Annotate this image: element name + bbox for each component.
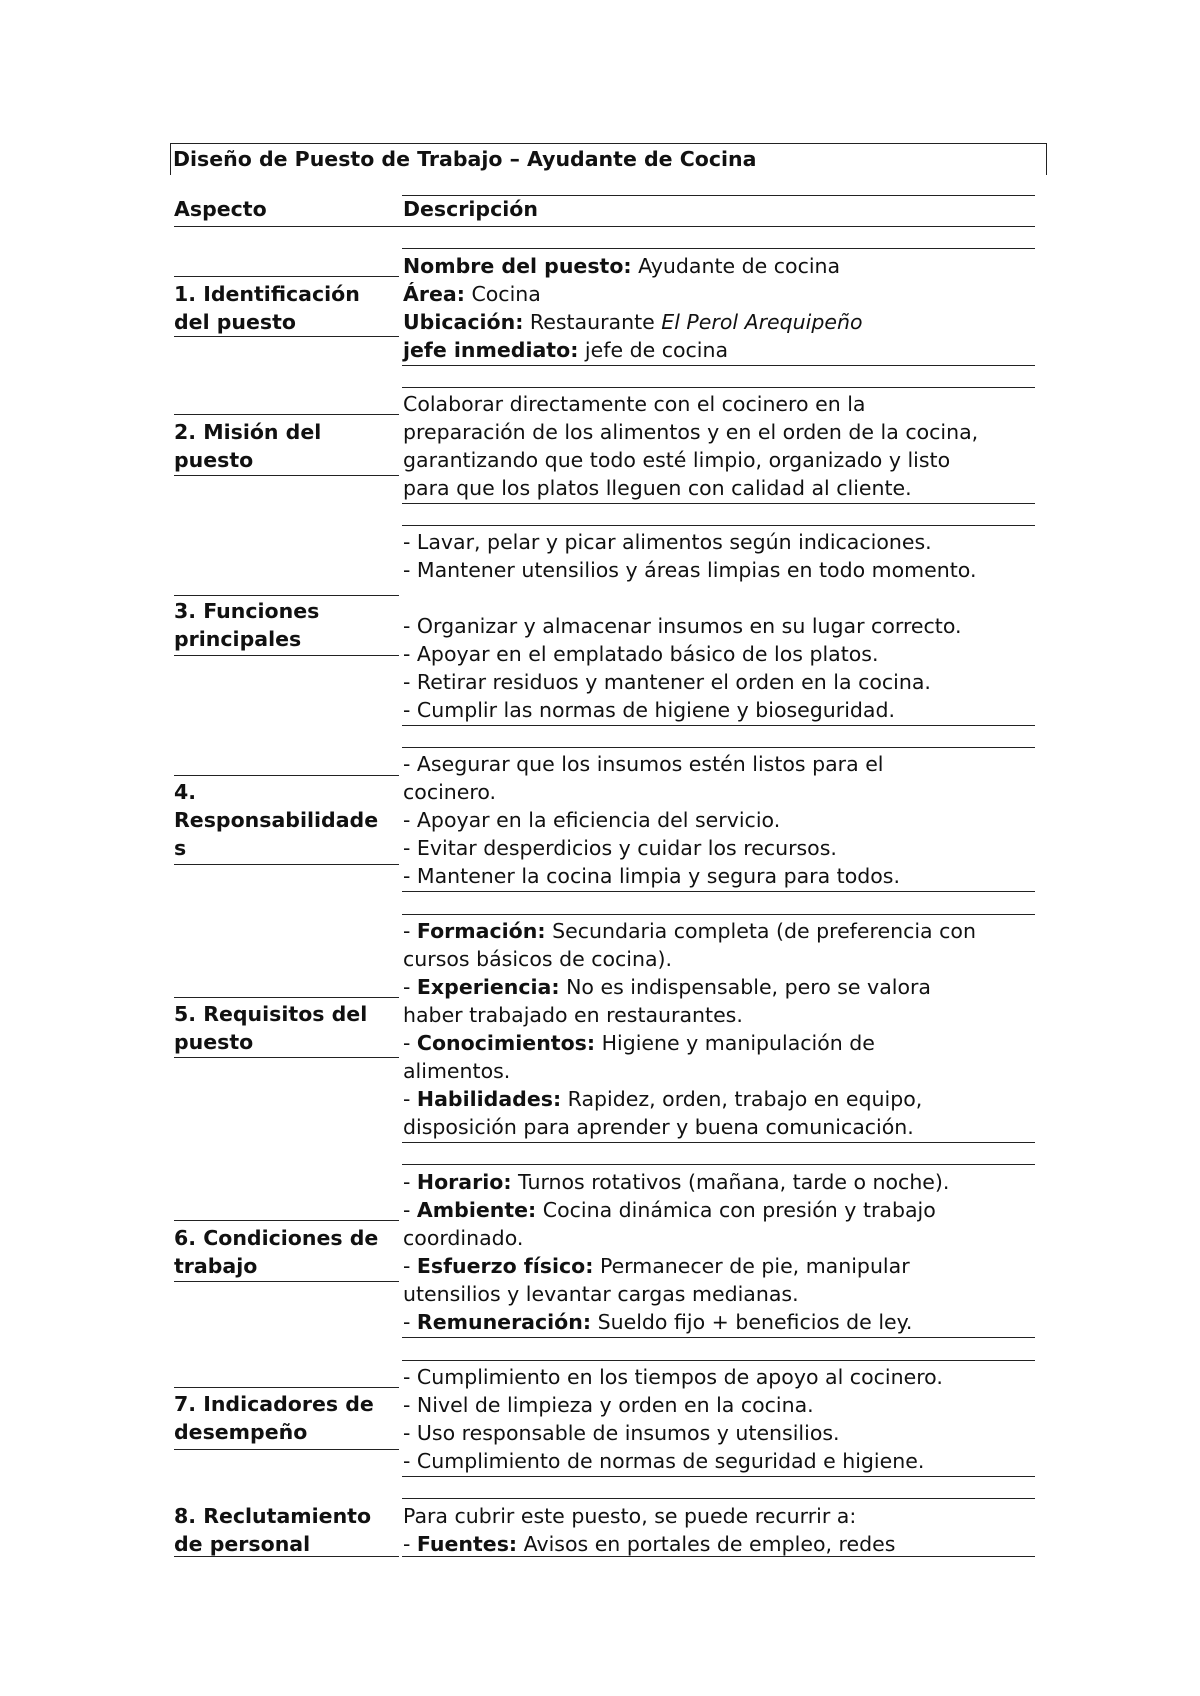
section-content-functions-a: - Lavar, pelar y picar alimentos según indicaciones. - Mantener utensilios y áreas limpias en todo momento. bbox=[403, 530, 977, 582]
column-header-aspect: Aspecto bbox=[174, 197, 267, 221]
field-area: Área: Cocina bbox=[403, 282, 541, 306]
section-content-conditions: - Horario: Turnos rotativos (mañana, tarde o noche). - Ambiente: Cocina dinámica con presión y trabajo coordinado. - Esfuerzo físico: Permanecer de pie, manipular utensilios y levantar cargas medianas. - Remuneración: Sueldo fijo + beneficios de ley. bbox=[403, 1170, 950, 1334]
rule bbox=[174, 276, 399, 277]
rule bbox=[174, 775, 399, 776]
rule bbox=[174, 414, 399, 415]
section-label-indicators: 7. Indicadores de desempeño bbox=[174, 1392, 374, 1444]
document-title: Diseño de Puesto de Trabajo – Ayudante de Cocina bbox=[170, 143, 1047, 175]
rule bbox=[402, 914, 1035, 915]
section-content-functions-b: - Organizar y almacenar insumos en su lugar correcto. - Apoyar en el emplatado básico de los platos. - Retirar residuos y mantener el orden en la cocina. - Cumplir las normas de higiene y bioseguridad. bbox=[403, 614, 962, 722]
rule bbox=[402, 365, 1035, 366]
section-label-identification: 1. Identificación del puesto bbox=[174, 282, 360, 334]
rule bbox=[402, 1142, 1035, 1143]
column-header-description: Descripción bbox=[403, 197, 538, 221]
rule bbox=[402, 525, 1035, 526]
section-label-recruitment: 8. Reclutamiento de personal bbox=[174, 1504, 372, 1556]
rule bbox=[174, 1387, 399, 1388]
rule bbox=[174, 864, 399, 865]
section-content-indicators: - Cumplimiento en los tiempos de apoyo al cocinero. - Nivel de limpieza y orden en la cocina. - Uso responsable de insumos y utensilios. - Cumplimiento de normas de seguridad e higiene. bbox=[403, 1365, 943, 1473]
rule bbox=[402, 1476, 1035, 1477]
rule bbox=[174, 1220, 399, 1221]
rule bbox=[174, 336, 399, 337]
rule bbox=[402, 195, 1035, 196]
rule bbox=[402, 1337, 1035, 1338]
rule bbox=[174, 1449, 399, 1450]
rule bbox=[402, 1556, 1035, 1557]
section-label-functions: 3. Funciones principales bbox=[174, 599, 320, 651]
field-job-name: Nombre del puesto: Ayudante de cocina bbox=[403, 254, 841, 278]
rule bbox=[174, 475, 399, 476]
rule bbox=[174, 1281, 399, 1282]
rule bbox=[402, 1498, 1035, 1499]
rule bbox=[402, 387, 1035, 388]
rule bbox=[402, 725, 1035, 726]
rule bbox=[402, 1360, 1035, 1361]
section-label-conditions: 6. Condiciones de trabajo bbox=[174, 1226, 379, 1278]
rule bbox=[174, 997, 399, 998]
section-label-mission: 2. Misión del puesto bbox=[174, 420, 322, 472]
rule bbox=[174, 655, 399, 656]
rule bbox=[402, 747, 1035, 748]
rule bbox=[402, 1164, 1035, 1165]
rule bbox=[402, 503, 1035, 504]
section-content-mission: Colaborar directamente con el cocinero en la preparación de los alimentos y en el orden de la cocina, garantizando que todo esté limpio, organizado y listo para que los platos lleguen con calidad al cliente. bbox=[403, 392, 979, 500]
section-content-identification bbox=[403, 252, 1038, 364]
field-location: Ubicación: Restaurante El Perol Arequipeño bbox=[403, 310, 863, 334]
section-label-responsibilities: 4. Responsabilidade s bbox=[174, 780, 379, 860]
field-boss: jefe inmediato: jefe de cocina bbox=[403, 338, 729, 362]
rule bbox=[402, 248, 1035, 249]
section-content-responsibilities: - Asegurar que los insumos estén listos para el cocinero. - Apoyar en la eficiencia del servicio. - Evitar desperdicios y cuidar los recursos. - Mantener la cocina limpia y segura para todos. bbox=[403, 752, 900, 888]
rule bbox=[402, 891, 1035, 892]
rule bbox=[174, 226, 1035, 227]
section-content-recruitment: Para cubrir este puesto, se puede recurrir a: - Fuentes: Avisos en portales de empleo, redes bbox=[403, 1504, 896, 1556]
rule bbox=[174, 595, 399, 596]
rule bbox=[174, 1057, 399, 1058]
section-content-requirements: - Formación: Secundaria completa (de preferencia con cursos básicos de cocina). - Experiencia: No es indispensable, pero se valora haber trabajado en restaurantes. - Conocimientos: Higiene y manipulación de alimentos. - Habilidades: Rapidez, orden, trabajo en equipo, disposición para aprender y buena comunicación. bbox=[403, 919, 976, 1139]
rule bbox=[174, 1556, 399, 1557]
section-label-requirements: 5. Requisitos del puesto bbox=[174, 1002, 368, 1054]
